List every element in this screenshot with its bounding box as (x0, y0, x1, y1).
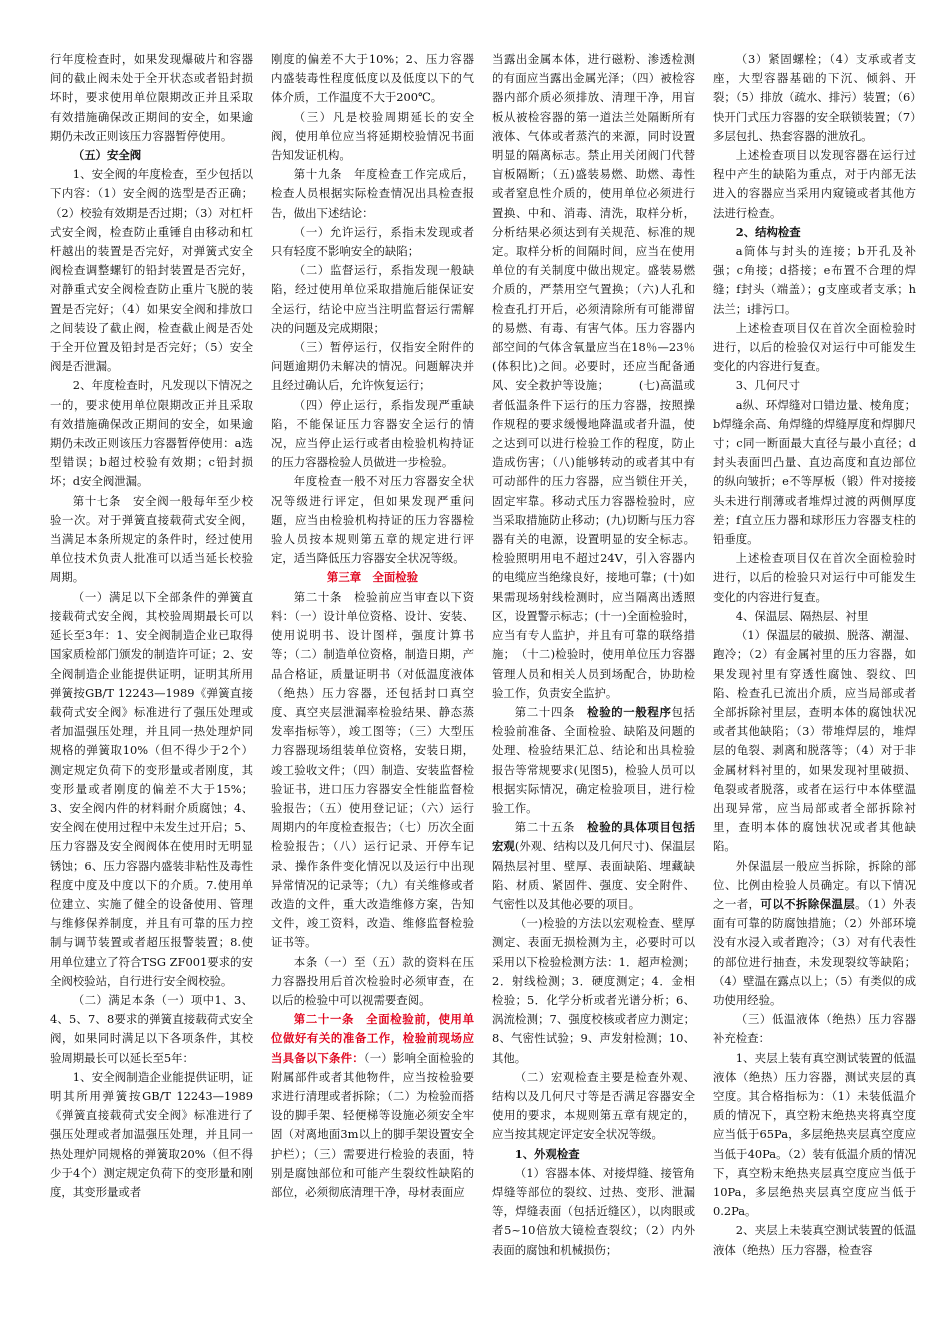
paragraph (271, 223, 474, 261)
paragraph (713, 1010, 916, 1048)
paragraph (271, 472, 474, 568)
bold-text: 可以不拆除保温层 (760, 896, 856, 911)
paragraph (50, 50, 253, 146)
paragraph (492, 1068, 695, 1145)
paragraph (50, 165, 253, 376)
paragraph (271, 396, 474, 473)
text-run: （二）满足本条（一）项中1、3、4、5、7、8要求的弹簧直接载荷式安全阀，如果同时满足以下各项条件，其校验周期最长可以延长至5年： (50, 992, 253, 1065)
paragraph (492, 818, 695, 914)
paragraph (713, 626, 916, 856)
paragraph (271, 50, 474, 108)
paragraph (492, 914, 695, 1068)
section-heading (713, 223, 916, 242)
text-run: (外观、结构以及几何尺寸)、保温层隔热层衬里、壁厚、表面缺陷、埋藏缺陷、材质、紧固件、强度、安全附件、气密性以及其他必要的项目。 (492, 839, 695, 911)
text-run: 第二十五条 (514, 820, 588, 835)
text-column-2 (271, 50, 474, 1330)
text-run: （四）停止运行，系指发现严重缺陷，不能保证压力容器安全运行的情况，应当停止运行或者由检验机构持证的压力容器检验人员做进一步检验。 (271, 397, 474, 470)
text-run: 3、几何尺寸 (735, 378, 800, 393)
paragraph (50, 376, 253, 491)
text-run: 上述检查项目仅在首次全面检验时进行，以后的检验只对运行中可能发生变化的内容进行复查。 (713, 551, 916, 604)
paragraph (50, 991, 253, 1068)
paragraph (713, 857, 916, 1011)
paragraph (492, 703, 695, 818)
text-run: （二）宏观检查主要是检查外观、结构以及几何尺寸等是否满足容器安全使用的要求，本规则第五章有规定的，应当按其规定评定安全状况等级。 (492, 1069, 695, 1142)
highlight-text: 第二十一条 全面检验前，使用单位做好有关的准备工作，检验前现场应当具备以下条件： (271, 1012, 474, 1065)
text-run: 1、外观检查 (514, 1146, 580, 1161)
text-run: 行年度检查时，如果发现爆破片和容器间的截止阀未处于全开状态或者铅封损坏时，要求使用单位限期改正并且采取有效措施确保改正期间的安全，如果逾期仍未改正则该压力容器暂停使用。 (50, 52, 253, 143)
paragraph (271, 953, 474, 1011)
paragraph (50, 588, 253, 991)
text-run: 外保温层一般应当拆除，拆除的部位、比例由检验人员确定。有以下情况之一者， (713, 858, 916, 911)
text-run: 1、夹层上装有真空测试装置的低温液体（绝热）压力容器，测试夹层的真空度。其合格指标为：（1）未装低温介质的情况下，真空粉末绝热夹将真空度应当低于65Pa，多层绝热夹层真空度应当低于40Pa。（2）装有低温介质的情况下，真空粉末绝热夹层真空度应当低于10Pa，多层绝热夹层真空度应当低于0.2Pa。 (713, 1050, 916, 1219)
text-run: 上述检查项目以发现容器在运行过程中产生的缺陷为重点，对于内部无法进入的容器应当采用内窥镜或者其他方法进行检查。 (713, 148, 916, 220)
section-heading (492, 1145, 695, 1164)
paragraph (713, 1049, 916, 1222)
text-run: 。（1）外表面有可靠的防腐蚀措施；（2）外部环境没有水浸入或者跑冷；（3）对有代表性的部位进行抽查，未发现裂纹等缺陷；（4）壁温在露点以上；（5）有类似的成功使用经验。 (713, 896, 916, 1007)
text-run: 本条（一）至（五）款的资料在压力容器投用后首次检验时必须审查，在以后的检验中可以视需要查阅。 (271, 954, 474, 1007)
text-run: （一)检验的方法以宏观检查、壁厚测定、表面无损检测为主，必要时可以采用以下检验检测方法：1．超声检测；2．射线检测；3．硬度测定；4．金相检验；5．化学分析或者光谱分析；6、涡流检测；7、强度校核或者应力测定；8、气密性试验；9、声发射检测；10、其他。 (492, 916, 695, 1065)
text-run: 上述检查项目仅在首次全面检验时进行，以后的检验仅对运行中可能发生变化的内容进行复查。 (713, 320, 916, 374)
text-run: 第三章 全面检验 (326, 570, 419, 585)
paragraph (50, 492, 253, 588)
paragraph (271, 261, 474, 338)
text-run: 刚度的偏差不大于10%；2、压力容器内盛装毒性程度低度以及低度以下的气体介质，工作温度不大于200℃。 (271, 52, 474, 105)
text-run: 第十七条 安全阀一般每年至少校验一次。对于弹簧直接载荷式安全阀，当满足本条所规定的条件时，经过使用单位技术负责人批准可以适当延长校验周期。 (50, 493, 253, 585)
text-run: 当露出金属本体，进行磁粉、渗透检测的有面应当露出金属光泽；（四）被检容器内部介质必须排放、清理干净，用盲板从被检容器的第一道法兰处隔断所有液体、气体或者蒸汽的来源，同时设置明显的隔离标志。禁止用关闭阀门代替盲板隔断；（五)盛装易燃、助燃、毒性或者窒息性介质的，使用单位必须进行置换、中和、消毒、清洗，取样分析，分析结果必须达到有关规范、标准的规定。取样分析的间隔时间，应当在使用单位的有关制度中做出规定。盛装易燃介质的，严禁用空气置换；（六)人孔和检查孔打开后，必须清除所有可能滞留的易燃、有毒、有害气体。压力容器内部空间的气体含氧量应当在18％—23％(体积比)之间。必要时，还应当配备通风、安全救护等设施； (七)高温或者低温条件下运行的压力容器，按照操作规程的要求缓慢地降温或者升温，使之达到可以进行检验工作的程度，防止造成伤害；（八)能够转动的或者其中有可动部件的压力容器，应当锁住开关，固定牢靠。移动式压力容器检验时，应当采取措施防止移动；(九)切断与压力容器有关的电源，设置明显的安全标志。检验照明用电不超过24V，引入容器内的电缆应当绝缘良好，接地可靠；(十)如果需现场射线检测时，应当隔离出透照区，设置警示标志；(十一)全面检验时，应当有专人监护，并且有可靠的联络措施； （十二)检验时，使用单位压力容器管理人员和相关人员到场配合，协助检验工作，负责安全监护。 (492, 52, 695, 700)
text-run: 第二十条 检验前应当审查以下资料：（一）设计单位资格、设计、安装、使用说明书、设计图样，强度计算书等；（二）制造单位资格，制造日期，产品合格证，质量证明书（对低温度液体（绝热）压力容器，还包括封口真空度、真空夹层泄漏率检验结果、静态蒸发率指标等），竣工图等；（三）大型压力容器现场组装单位资格，安装日期，竣工验收文件；（四）制造、安装监督检验证书，进口压力容器安全性能监督检验报告；（五）使用登记证；（六）运行周期内的年度检查报告；（七）历次全面检验报告；（八）运行记录、开停车记录、操作条件变化情况以及运行中出现异常情况的记录等；（九）有关维修或者改造的文件，重大改造维修方案，告知文件，竣工资料，改造、维修监督检验证书等。 (271, 589, 474, 950)
paragraph (713, 549, 916, 607)
bold-text: 检验的具体项目包括宏观 (492, 820, 695, 854)
text-run: （三）低温液体（绝热）压力容器补充检查： (713, 1012, 916, 1046)
text-run: 1、安全阀的年度检查，至少包括以下内容：（1）安全阀的选型是否正确；（2）校验有效期是否过期；（3）对杠杆式安全阀，检查防止重锤自由移动和杠杆越出的装置是否完好，对弹簧式安全阀检查调整螺钉的铅封装置是否完好，对静重式安全阀检查防止重片飞脱的装置是否完好；（4）如果安全阀和排放口之间装设了截止阀，检查截止阀是否处于全开位置及铅封是否完好；（5）安全阀是否泄漏。 (50, 167, 253, 374)
text-run: 第十九条 年度检查工作完成后，检查人员根据实际检查情况出具检查报告，做出下述结论： (271, 167, 474, 220)
paragraph (492, 1164, 695, 1260)
text-run: 2、夹层上未装真空测试装置的低温液体（绝热）压力容器，检查容 (713, 1223, 916, 1257)
chapter-heading (271, 568, 474, 587)
text-column-1 (50, 50, 253, 1330)
paragraph (713, 146, 916, 223)
paragraph (271, 588, 474, 953)
text-run: 1、安全阀制造企业能提供证明，证明其所用弹簧按GB/T 12243—1989《弹簧直接载荷式安全阀》标准进行了强压处理或者加温强压处理，并且同一热处理炉同规格的弹簧取20%（但不得少于4个）测定规定负荷下的变形量和刚度，其变形量或者 (50, 1069, 253, 1199)
text-run: （一）影响全面检验的附属部件或者其他物件，应当按检验要求进行清理或者拆除；（二）为检验而搭设的脚手架、轻便梯等设施必须安全牢固（对离地面3m以上的脚手架设置安全护栏）；（三）需要进行检验的表面，特别是腐蚀部位和可能产生裂纹性缺陷的部位，必须彻底清理干净，母材表面应 (271, 1050, 474, 1199)
bold-text: 检验的一般程序 (587, 704, 672, 719)
text-run: （一）允许运行，系指未发现或者只有轻度不影响安全的缺陷； (271, 224, 474, 259)
text-run: （三）暂停运行，仅指安全附件的问题逾期仍未解决的情况。问题解决并且经过确认后，允许恢复运行； (271, 340, 474, 393)
text-run: 包括检验前准备、全面检验、缺陷及问题的处理、检验结果汇总、结论和出具检验报告等常规要求(见图5)，检验人员可以根据实际情况，确定检验项目，进行检验工作。 (492, 704, 695, 815)
text-column-4 (713, 50, 916, 1330)
text-run: 4、保温层、隔热层、衬里 (735, 608, 869, 623)
paragraph (492, 50, 695, 703)
paragraph (713, 1221, 916, 1259)
section-heading (50, 146, 253, 165)
paragraph (271, 1010, 474, 1202)
text-run: 2、结构检查 (735, 224, 801, 239)
paragraph (50, 1068, 253, 1202)
text-run: 第二十四条 (514, 704, 588, 719)
text-run: （二）监督运行，系指发现一般缺陷，经过使用单位采取措施后能保证安全运行，结论中应当注明监督运行需解决的问题及完成期限； (271, 263, 474, 335)
paragraph (713, 376, 916, 395)
paragraph (713, 319, 916, 377)
text-run: 2、年度检查时，凡发现以下情况之一的，要求使用单位限期改正并且采取有效措施确保改正期间的安全，如果逾期仍未改正则该压力容器暂停使用：a选型错误；b超过校验有效期；c铅封损坏；d安全阀泄漏。 (50, 378, 253, 489)
paragraph (271, 338, 474, 396)
paragraph (271, 108, 474, 166)
text-run: （1）保温层的破损、脱落、潮湿、跑冷；（2）有金属衬里的压力容器，如果发现衬里有穿透性腐蚀、裂纹、凹陷、检查孔已流出介质，应当局部或者全部拆除衬里层，查明本体的腐蚀状况或者其他缺陷；（3）带堆焊层的，堆焊层的龟裂、剥离和脱落等；（4）对于非金属材料衬里的，如果发现衬里破损、龟裂或者脱落，或者在运行中本体壁温出现异常，应当局部或者全部拆除衬里，查明本体的腐蚀状况或者其他缺陷。 (713, 628, 916, 854)
text-run: （三）凡是校验周期延长的安全阀，使用单位应当将延期校验情况书面告知发证机构。 (271, 109, 474, 163)
paragraph (271, 165, 474, 223)
paragraph (713, 607, 916, 626)
text-column-3 (492, 50, 695, 1330)
paragraph (713, 242, 916, 319)
text-run: （1）容器本体、对接焊缝、接管角焊缝等部位的裂纹、过热、变形、泄漏等，焊缝表面（包括近缝区），以肉眼或者5~10倍放大镜检查裂纹；（2）内外表面的腐蚀和机械损伤； (492, 1165, 695, 1257)
text-run: 年度检查一般不对压力容器安全状况等级进行评定，但如果发现严重问题，应当由检验机构持证的压力容器检验人员按本规则第五章的规定进行评定，适当降低压力容器安全状况等级。 (271, 474, 474, 566)
paragraph (713, 396, 916, 550)
text-run: a纵、环焊缝对口错边量、棱角度；b焊缝余高、角焊缝的焊缝厚度和焊脚尺寸；c同一断面最大直径与最小直径；d封头表面凹凸量、直边高度和直边部位的纵向皱折；e不等厚板（锻）件对接接头未进行削薄或者堆焊过渡的两侧厚度差；f直立压力器和球形压力容器支柱的铅垂度。 (713, 397, 916, 547)
text-run: （一）满足以下全部条件的弹簧直接载荷式安全阀，其校验周期最长可以延长至3年：1、安全阀制造企业已取得国家质检部门颁发的制造许可证；2、安全阀制造企业能提供证明，证明其所用弹簧按GB/T 12243—1989《弹簧直接载荷式安全阀》标准进行了强压处理或者加温强压处理，并且同一热处理炉同规格的弹簧取10%（但不得少于2个）测定规定负荷下的变形量或者刚度，其变形量或者刚度的偏差不大于15%；3、安全阀内件的材料耐介质腐蚀；4、安全阀在使用过程中未发生过开启；5、压力容器及安全阀阀体在使用时无明显锈蚀；6、压力容器内盛装非粘性及毒性程度中度及中度以下的介质。7.使用单位建立、实施了健全的设备使用、管理与维修保养制度，并且有可靠的压力控制与调节装置或者超压报警装置；8.使用单位建立了符合TSG ZF001要求的安全阀校验站，自行进行安全阀校验。 (50, 589, 253, 988)
text-run: a筒体与封头的连接；b开孔及补强；c角接；d搭接；e布置不合理的焊缝；f封头（端盖）；g支座或者支承；h法兰；i排污口。 (713, 244, 916, 316)
text-run: （五）安全阀 (72, 148, 142, 163)
text-run: （3）紧固螺栓；（4）支承或者支座，大型容器基础的下沉、倾斜、开裂；（5）排放（疏水、排污）装置；（6）快开门式压力容器的安全联锁装置；（7）多层包扎、热套容器的泄放孔。 (713, 52, 916, 143)
paragraph (713, 50, 916, 146)
